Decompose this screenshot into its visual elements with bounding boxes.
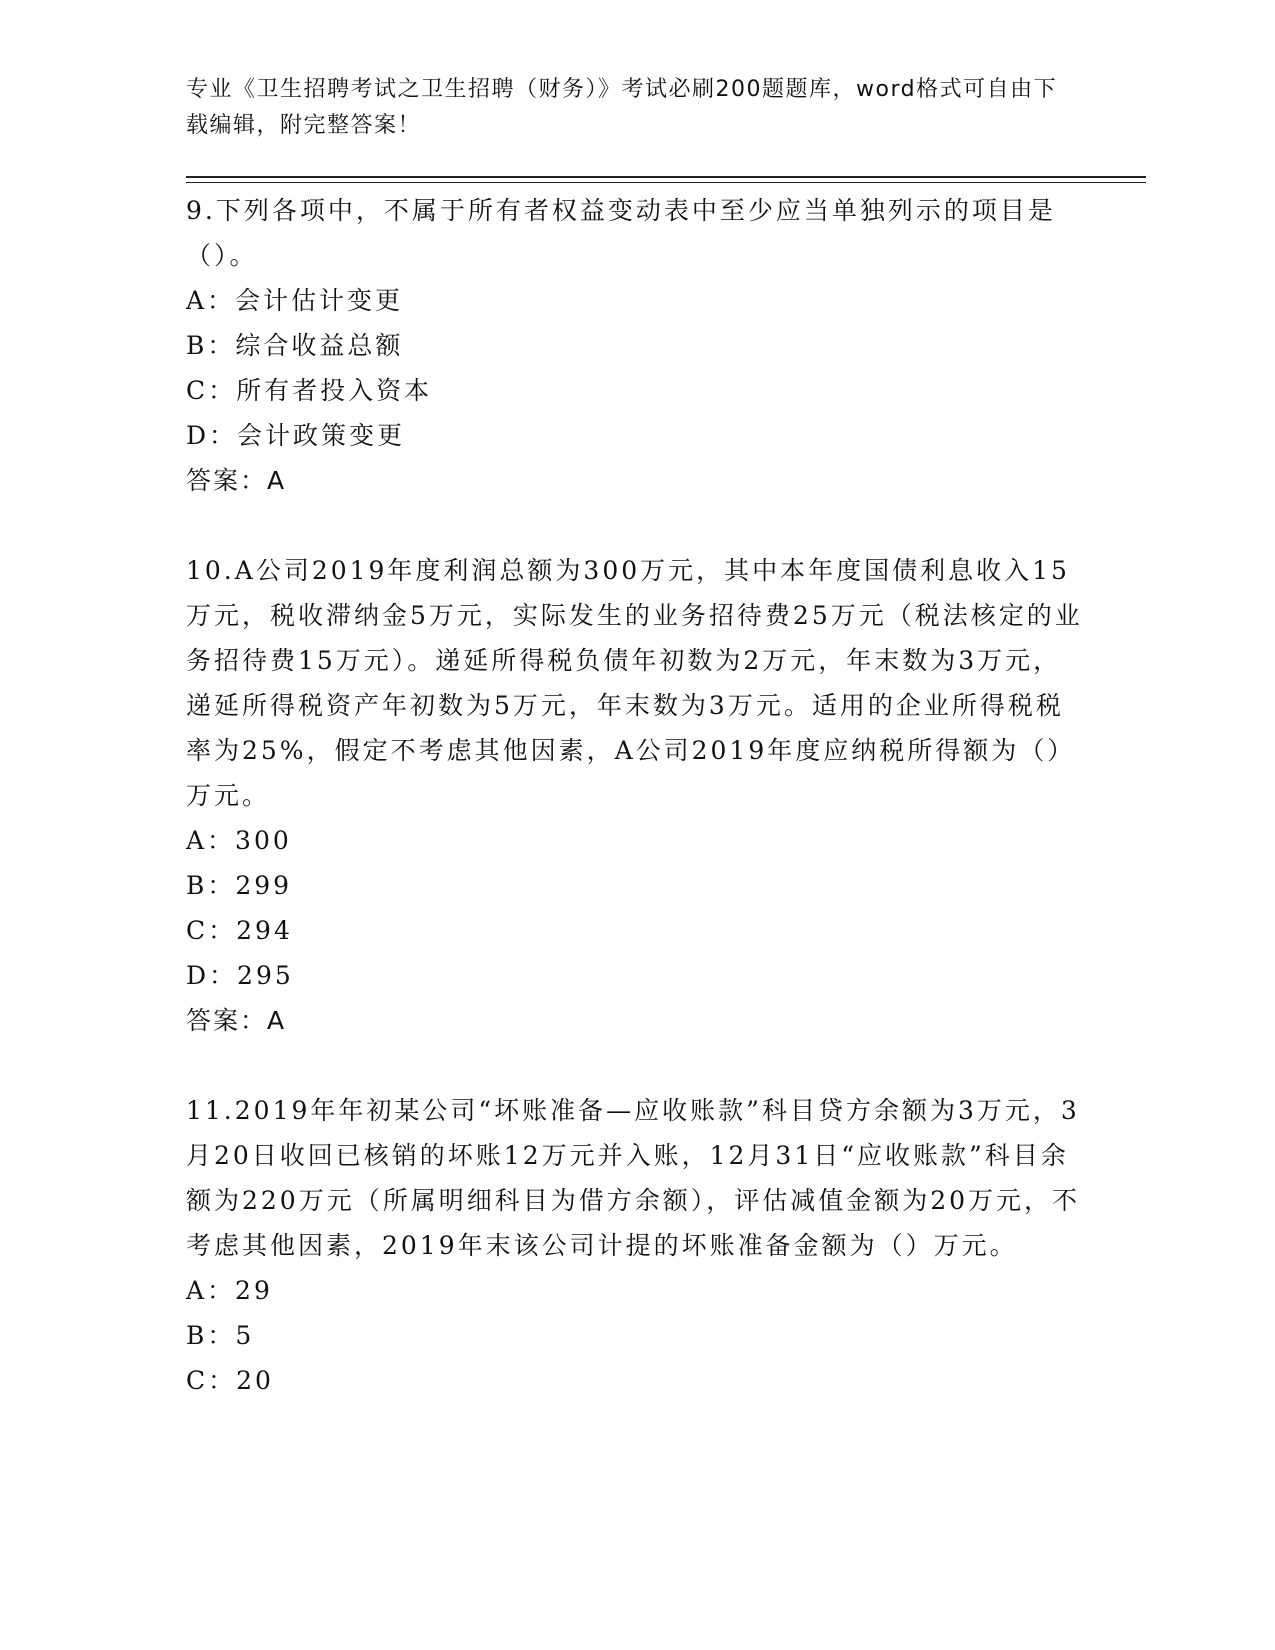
question-text: 11.2019年年初某公司“坏账准备—应收账款”科目贷方余额为3万元，3月20日收回已核销的坏账12万元并入账，12月31日“应收账款”科目余额为220万元（所属明细科目为借方余额），评估减值金额为20万元，不考虑其他因素，2019年末该公司计提的坏账准备金额为（）万元。 [186, 1096, 1081, 1260]
option-a: A：29 [186, 1276, 273, 1305]
question-text: 9.下列各项中，不属于所有者权益变动表中至少应当单独列示的项目是（）。 [186, 196, 1056, 270]
option-b: B：综合收益总额 [186, 331, 404, 360]
option-c: C：所有者投入资本 [186, 376, 433, 405]
question-11 [186, 1088, 1086, 1403]
option-b: B：5 [186, 1321, 255, 1350]
option-c: C：294 [186, 916, 293, 945]
option-a: A：会计估计变更 [186, 286, 404, 315]
question-text: 10.A公司2019年度利润总额为300万元，其中本年度国债利息收入15万元，税收滞纳金5万元，实际发生的业务招待费25万元（税法核定的业务招待费15万元）。递延所得税负债年初数为2万元，年末数为3万元，递延所得税资产年初数为5万元，年末数为3万元。适用的企业所得税税率为25%，假定不考虑其他因素，A公司2019年度应纳税所得额为（）万元。 [186, 556, 1083, 810]
header-divider-thin [186, 182, 1146, 183]
option-a: A：300 [186, 826, 292, 855]
option-c: C：20 [186, 1366, 274, 1395]
option-b: B：299 [186, 871, 293, 900]
option-d: D：295 [186, 961, 294, 990]
question-9 [186, 188, 1086, 504]
option-d: D：会计政策变更 [186, 421, 406, 450]
question-10 [186, 548, 1086, 1044]
question-list [186, 188, 1086, 1403]
answer: 答案：A [186, 466, 287, 495]
document-header: 专业《卫生招聘考试之卫生招聘（财务）》考试必刷200题题库，word格式可自由下载编辑，附完整答案！ [186, 77, 1058, 138]
header-divider [186, 176, 1146, 178]
answer: 答案：A [186, 1006, 287, 1035]
